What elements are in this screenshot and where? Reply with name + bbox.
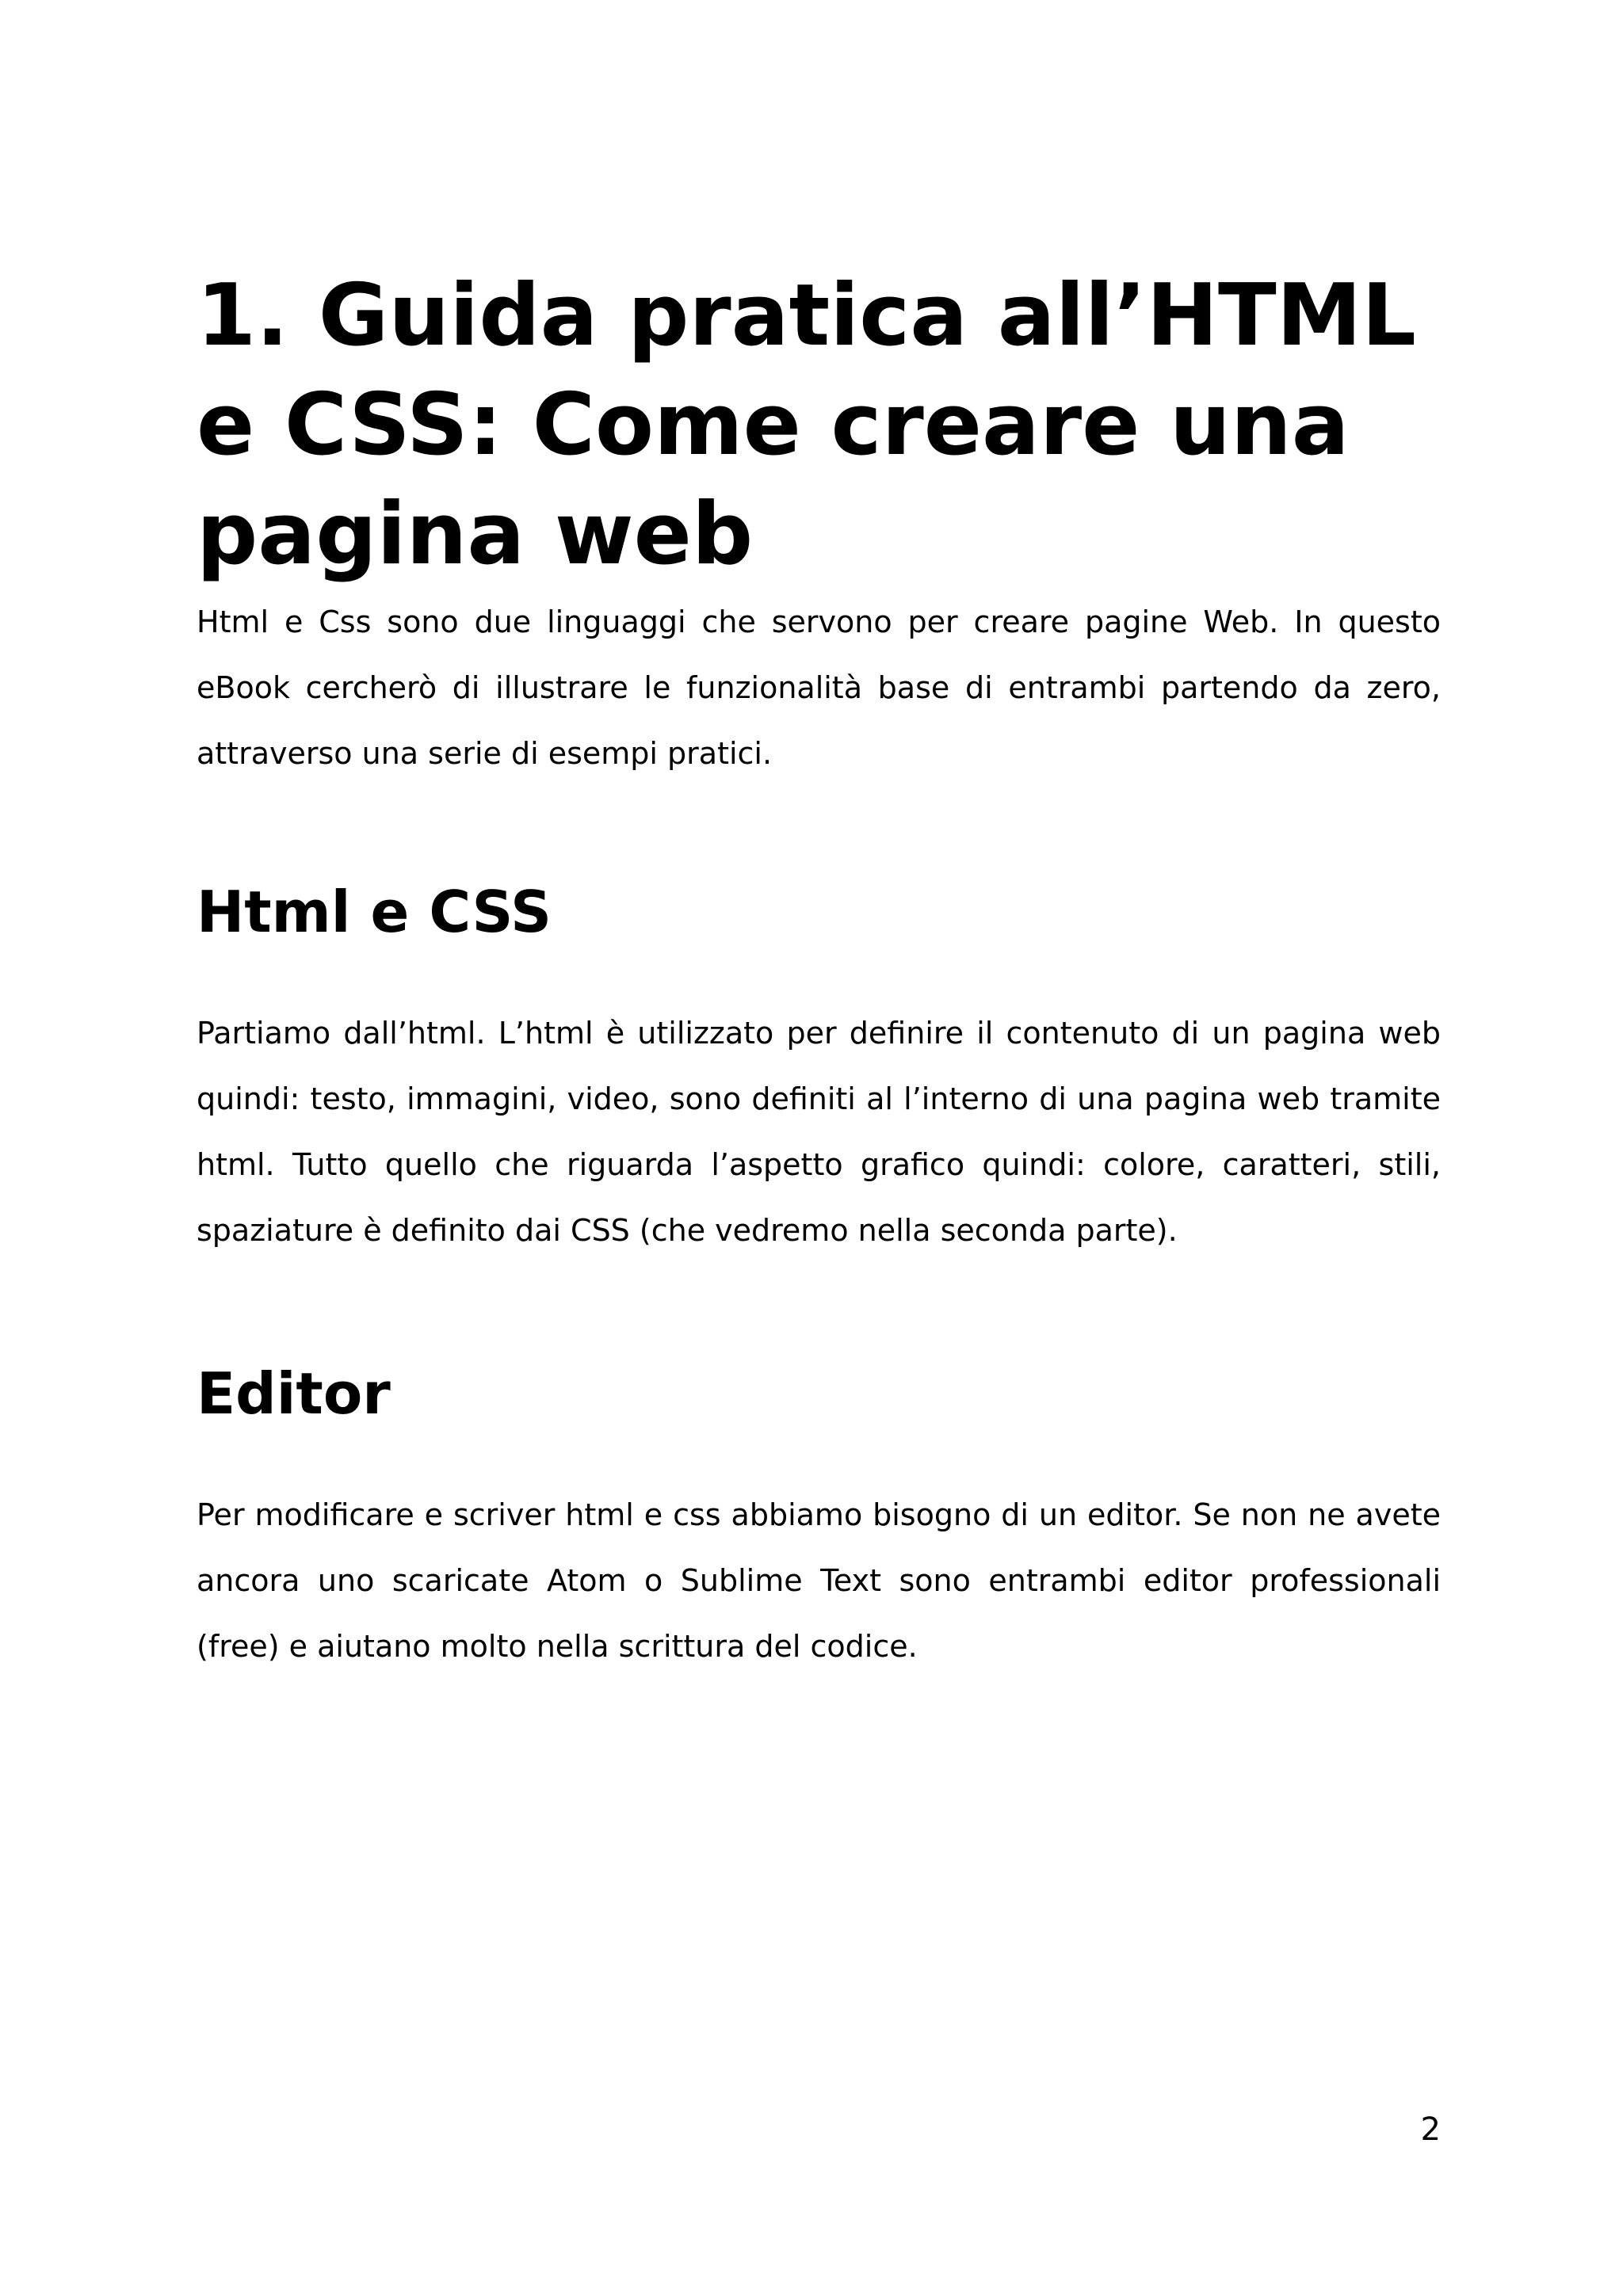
section-heading: Editor <box>197 1360 391 1427</box>
section-html-css <box>197 874 1441 1264</box>
section-paragraph: Per modificare e scriver html e css abbiamo bisogno di un editor. Se non ne avete ancora uno scaricate Atom o Sublime Text sono entrambi editor professionali (free) e aiutano molto nella scrittura del codice. <box>197 1497 1441 1664</box>
page-number: 2 <box>1420 2111 1441 2148</box>
intro-paragraph: Html e Css sono due linguaggi che servono per creare pagine Web. In questo eBook cercherò di illustrare le funzionalità base di entrambi partendo da zero, attraverso una serie di esempi pratici. <box>197 605 1441 771</box>
chapter-title: 1. Guida pratica all’HTML e CSS: Come creare una pagina web <box>197 266 1416 584</box>
page-content <box>197 261 1441 1680</box>
section-editor <box>197 1356 1441 1680</box>
section-paragraph: Partiamo dall’html. L’html è utilizzato per definire il contenuto di un pagina web quindi: testo, immagini, video, sono definiti al l’interno di una pagina web tramite html. Tutto quello che riguarda l’aspetto grafico quindi: colore, caratteri, stili, spaziature è definito dai CSS (che vedremo nella seconda parte). <box>197 1016 1441 1248</box>
section-heading: Html e CSS <box>197 879 552 945</box>
